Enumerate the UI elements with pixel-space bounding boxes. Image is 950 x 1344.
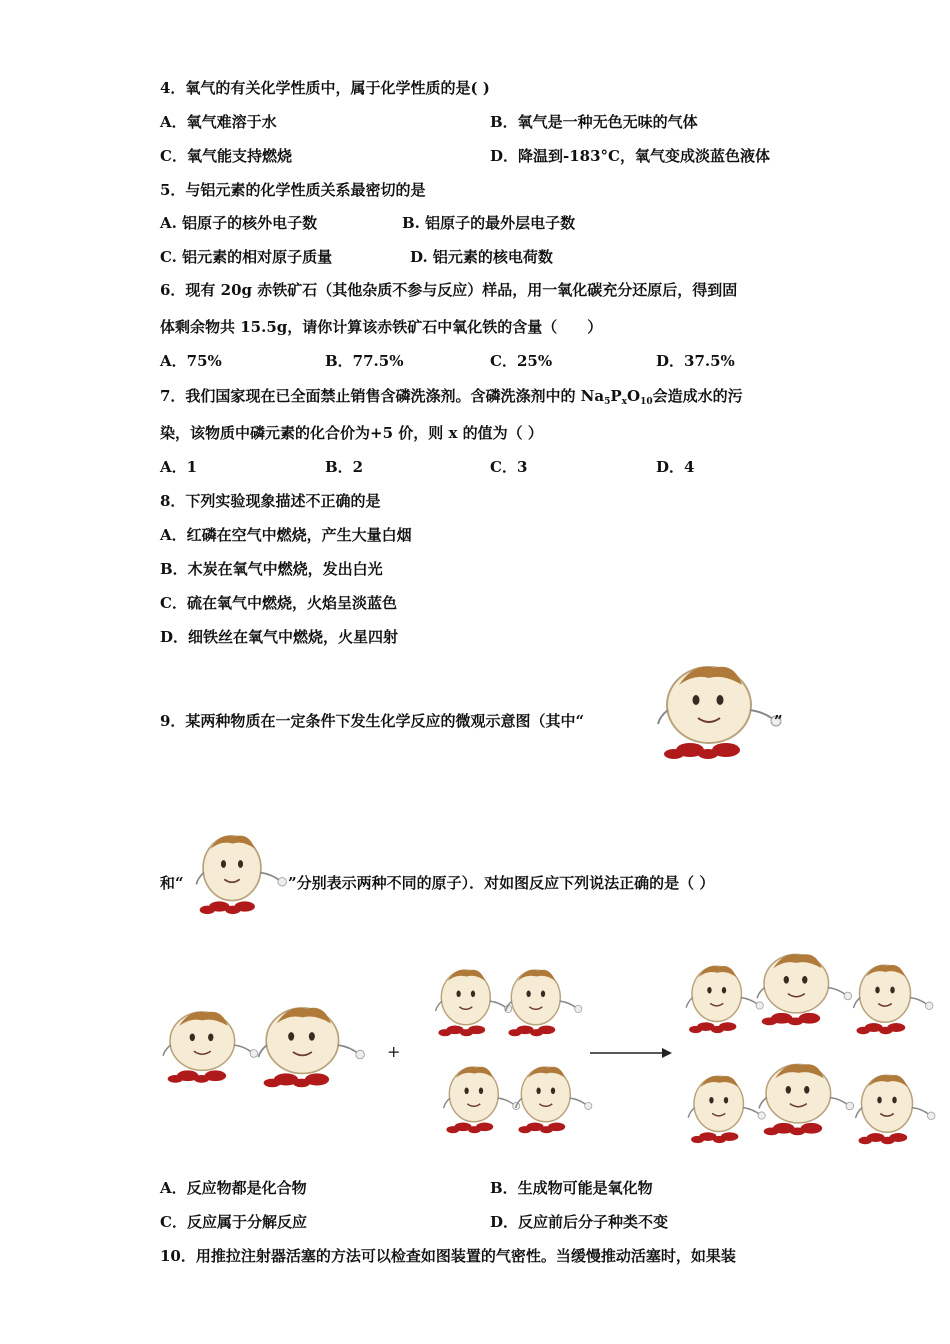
q5-option-d: D. 铝元素的核电荷数 xyxy=(410,248,553,266)
q7-stem-line2: 染，该物质中磷元素的化合价为+5 价，则 x 的值为（ ） xyxy=(160,424,543,442)
q8-stem: 8．下列实验现象描述不正确的是 xyxy=(160,492,381,510)
q4-stem: 4．氧气的有关化学性质中，属于化学性质的是( ) xyxy=(160,79,490,97)
q9-option-a: A．反应物都是化合物 xyxy=(160,1179,307,1197)
q7-option-b: B．2 xyxy=(325,458,364,476)
q7-stem-text: 7．我们国家现在已全面禁止销售含磷洗涤剂。含磷洗涤剂中的 Na xyxy=(160,387,605,405)
q7-option-d: D．4 xyxy=(656,458,695,476)
q7-option-a: A．1 xyxy=(160,458,198,476)
reaction-arrow xyxy=(588,1045,673,1061)
q7-o: O xyxy=(627,387,641,405)
q7-sub-o: 10 xyxy=(640,397,653,407)
q8-option-a: A．红磷在空气中燃烧，产生大量白烟 xyxy=(160,526,412,544)
q4-option-b: B．氧气是一种无色无味的气体 xyxy=(490,113,698,131)
q7-sub-p: x xyxy=(621,397,628,407)
product2-atom-left xyxy=(686,1070,766,1145)
q4-option-d: D．降温到-183°C，氧气变成淡蓝色液体 xyxy=(490,147,770,165)
product1-atom-left xyxy=(684,960,764,1035)
product2-atom-center xyxy=(756,1050,856,1145)
q8-option-c: C．硫在氧气中燃烧，火焰呈淡蓝色 xyxy=(160,594,397,612)
q5-option-c: C. 铝元素的相对原子质量 xyxy=(160,248,333,266)
q4-option-c: C．氧气能支持燃烧 xyxy=(160,147,292,165)
big-atom-legend-figure xyxy=(654,660,784,760)
product1-atom-right xyxy=(850,960,935,1035)
q7-option-c: C．3 xyxy=(490,458,528,476)
q5-stem: 5．与铝元素的化学性质关系最密切的是 xyxy=(160,181,426,199)
q7-stem-line1 xyxy=(160,386,743,412)
q9-option-b: B．生成物可能是氧化物 xyxy=(490,1179,653,1197)
q8-option-b: B．木炭在氧气中燃烧，发出白光 xyxy=(160,560,383,578)
q8-option-d: D．细铁丝在氧气中燃烧，火星四射 xyxy=(160,628,399,646)
q9-stem-part2-start: 和“ xyxy=(160,874,184,892)
q9-option-c: C．反应属于分解反应 xyxy=(160,1213,307,1231)
reactant-molecule-atom-2 xyxy=(255,995,367,1095)
q6-option-b: B．77.5% xyxy=(325,352,404,370)
q5-option-b: B. 铝原子的最外层电子数 xyxy=(402,214,576,232)
reactant2-molecule1-atom-2 xyxy=(502,965,584,1037)
q9-stem-part1-end: ” xyxy=(774,712,783,730)
product1-atom-center xyxy=(754,940,854,1035)
q6-option-c: C．25% xyxy=(490,352,553,370)
q4-option-a: A．氧气难溶于水 xyxy=(160,113,277,131)
q6-option-d: D．37.5% xyxy=(656,352,735,370)
q9-stem-part2: ”分别表示两种不同的原子）．对如图反应下列说法正确的是（ ） xyxy=(288,874,715,892)
q7-stem-text-end: 会造成水的污 xyxy=(652,387,743,405)
small-atom-legend-figure xyxy=(188,830,293,915)
q7-sub-na: 5 xyxy=(604,397,611,407)
q5-option-a: A. 铝原子的核外电子数 xyxy=(160,214,318,232)
q10-stem: 10．用推拉注射器活塞的方法可以检查如图装置的气密性。当缓慢推动活塞时，如果装 xyxy=(160,1247,736,1265)
q6-stem-line1: 6．现有 20g 赤铁矿石（其他杂质不参与反应）样品，用一氧化碳充分还原后，得到固 xyxy=(160,281,738,299)
q6-stem-line2: 体剩余物共 15.5g，请你计算该赤铁矿石中氧化铁的含量（ ） xyxy=(160,318,603,336)
q9-stem-part1: 9．某两种物质在一定条件下发生化学反应的微观示意图（其中“ xyxy=(160,712,585,730)
reactant-molecule-atom-1 xyxy=(160,995,260,1095)
plus-sign: + xyxy=(387,1042,401,1061)
q9-option-d: D．反应前后分子种类不变 xyxy=(490,1213,669,1231)
reactant2-molecule2-atom-2 xyxy=(512,1062,594,1134)
q7-p: P xyxy=(610,387,622,405)
q6-option-a: A．75% xyxy=(160,352,222,370)
reactant2-molecule2-atom-1 xyxy=(440,1062,522,1134)
product2-atom-right xyxy=(852,1070,937,1145)
